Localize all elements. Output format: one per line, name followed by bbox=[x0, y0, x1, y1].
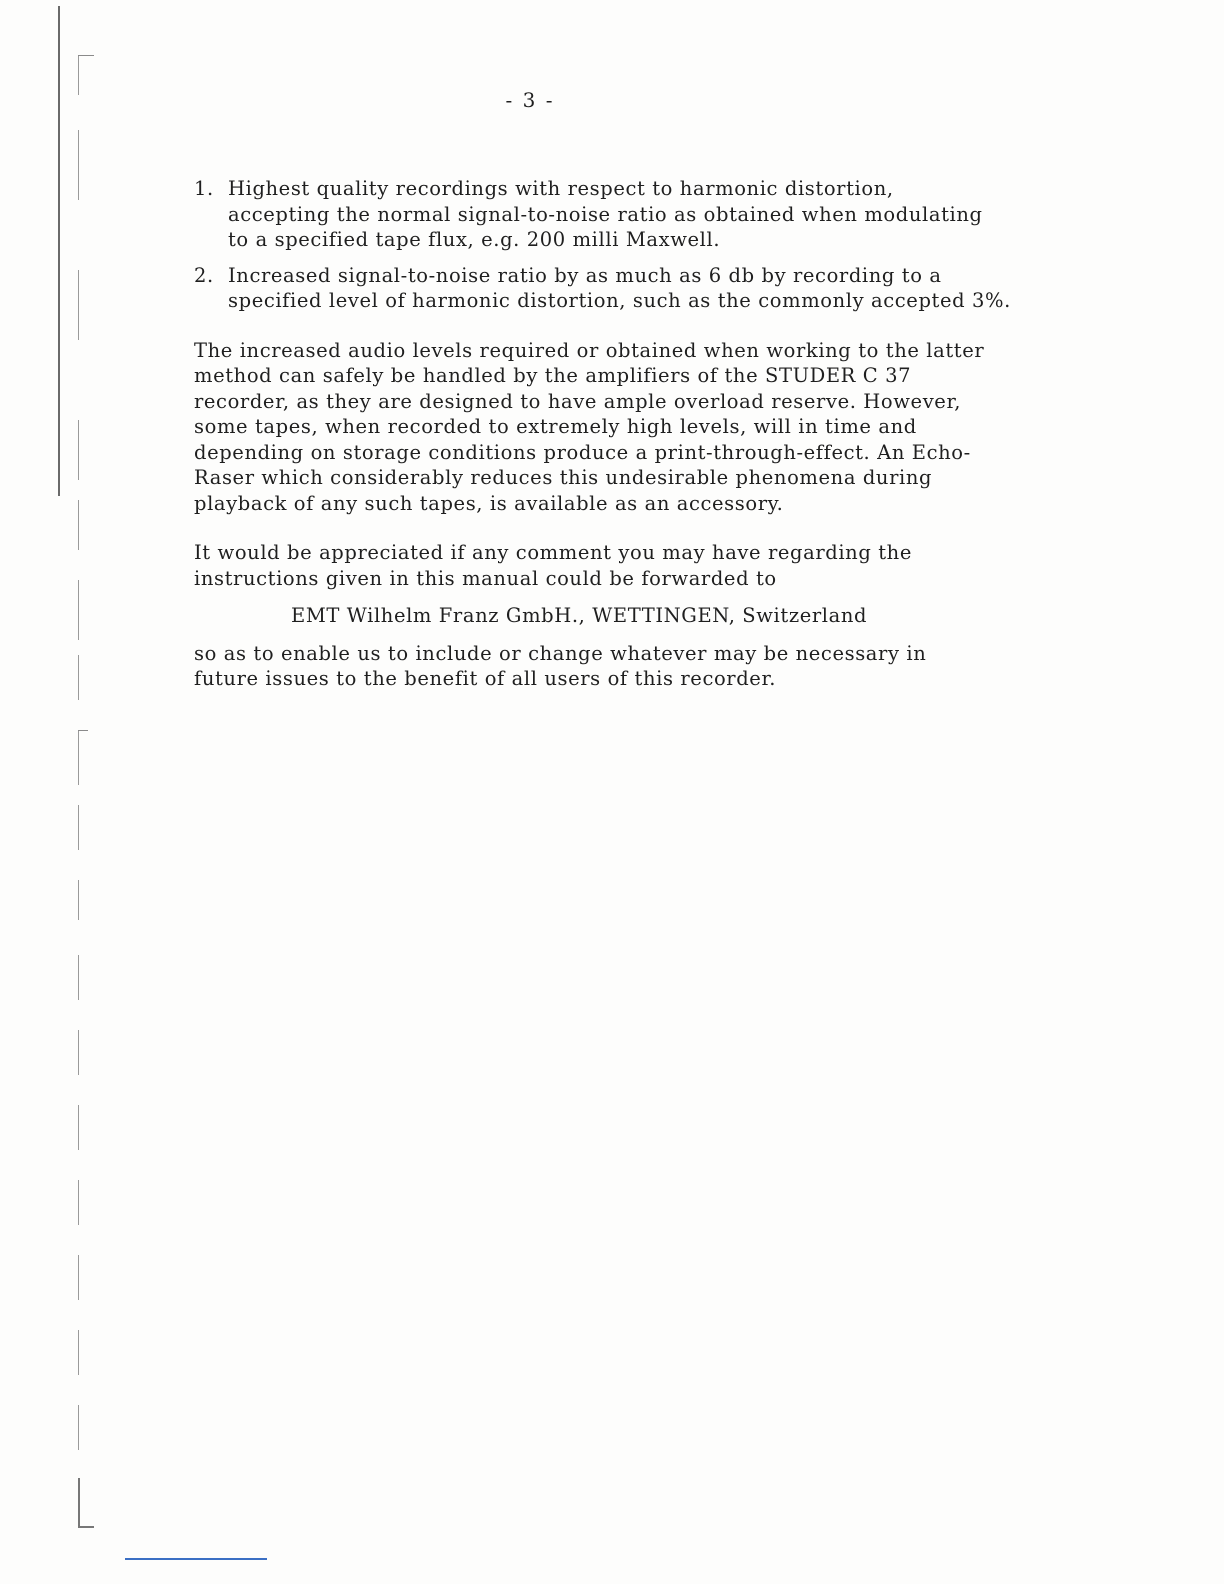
scan-binding-edge bbox=[58, 6, 60, 496]
company-address: EMT Wilhelm Franz GmbH., WETTINGEN, Switzerland bbox=[291, 604, 868, 627]
list-item-number: 2. bbox=[194, 263, 214, 287]
document-body bbox=[194, 176, 1094, 692]
binder-mark bbox=[78, 1105, 79, 1150]
paragraph-line: Raser which considerably reduces this undesirable phenomena during bbox=[194, 466, 933, 489]
paragraph-line: The increased audio levels required or obtained when working to the latter bbox=[194, 338, 985, 362]
binder-mark bbox=[78, 500, 79, 550]
binder-mark bbox=[78, 730, 79, 785]
binder-mark bbox=[78, 730, 88, 731]
paragraph-line: so as to enable us to include or change whatever may be necessary in bbox=[194, 641, 927, 665]
binder-mark bbox=[78, 580, 79, 640]
paragraph-line: method can safely be handled by the amplifiers of the STUDER C 37 bbox=[194, 364, 912, 387]
list-item-line: accepting the normal signal-to-noise ratio as obtained when modulating bbox=[228, 202, 983, 226]
paragraph-comments bbox=[194, 540, 1094, 591]
paragraph-line: future issues to the benefit of all users of this recorder. bbox=[194, 667, 777, 690]
paragraph-line: playback of any such tapes, is available as an accessory. bbox=[194, 491, 784, 515]
list-item-line: Increased signal-to-noise ratio by as much as 6 db by recording to a bbox=[228, 263, 942, 287]
binder-mark bbox=[78, 1405, 79, 1450]
binder-mark bbox=[78, 130, 79, 200]
binder-mark bbox=[78, 1478, 94, 1528]
binder-mark bbox=[78, 270, 79, 340]
list-item bbox=[194, 263, 1094, 314]
bottom-rule bbox=[125, 1558, 267, 1560]
binder-mark bbox=[78, 1330, 79, 1375]
paragraph-line: recorder, as they are designed to have ample overload reserve. However, bbox=[194, 389, 962, 413]
list-item-number: 1. bbox=[194, 177, 214, 200]
binder-mark bbox=[78, 655, 79, 700]
binder-mark bbox=[78, 55, 94, 56]
list-item-line: Highest quality recordings with respect to harmonic distortion, bbox=[228, 177, 894, 200]
paragraph-line: It would be appreciated if any comment you may have regarding the bbox=[194, 541, 912, 564]
paragraph-audio-levels bbox=[194, 338, 1094, 517]
binder-mark bbox=[78, 1030, 79, 1075]
paragraph-line: instructions given in this manual could be forwarded to bbox=[194, 566, 777, 590]
binder-mark bbox=[78, 880, 79, 920]
binder-mark bbox=[78, 1255, 79, 1300]
paragraph-line: depending on storage conditions produce a print-through-effect. An Echo- bbox=[194, 440, 971, 464]
page-number: - 3 - bbox=[505, 88, 555, 112]
binder-mark bbox=[78, 420, 79, 480]
list-item-line: specified level of harmonic distortion, such as the commonly accepted 3%. bbox=[228, 289, 1011, 312]
list-item-line: to a specified tape flux, e.g. 200 milli Maxwell. bbox=[228, 228, 721, 251]
binder-mark bbox=[78, 1180, 79, 1225]
binder-mark bbox=[78, 955, 79, 1000]
list-item bbox=[194, 176, 1094, 253]
paragraph-line: some tapes, when recorded to extremely high levels, will in time and bbox=[194, 415, 917, 438]
binder-mark bbox=[78, 805, 79, 850]
paragraph-closing bbox=[194, 641, 1094, 692]
